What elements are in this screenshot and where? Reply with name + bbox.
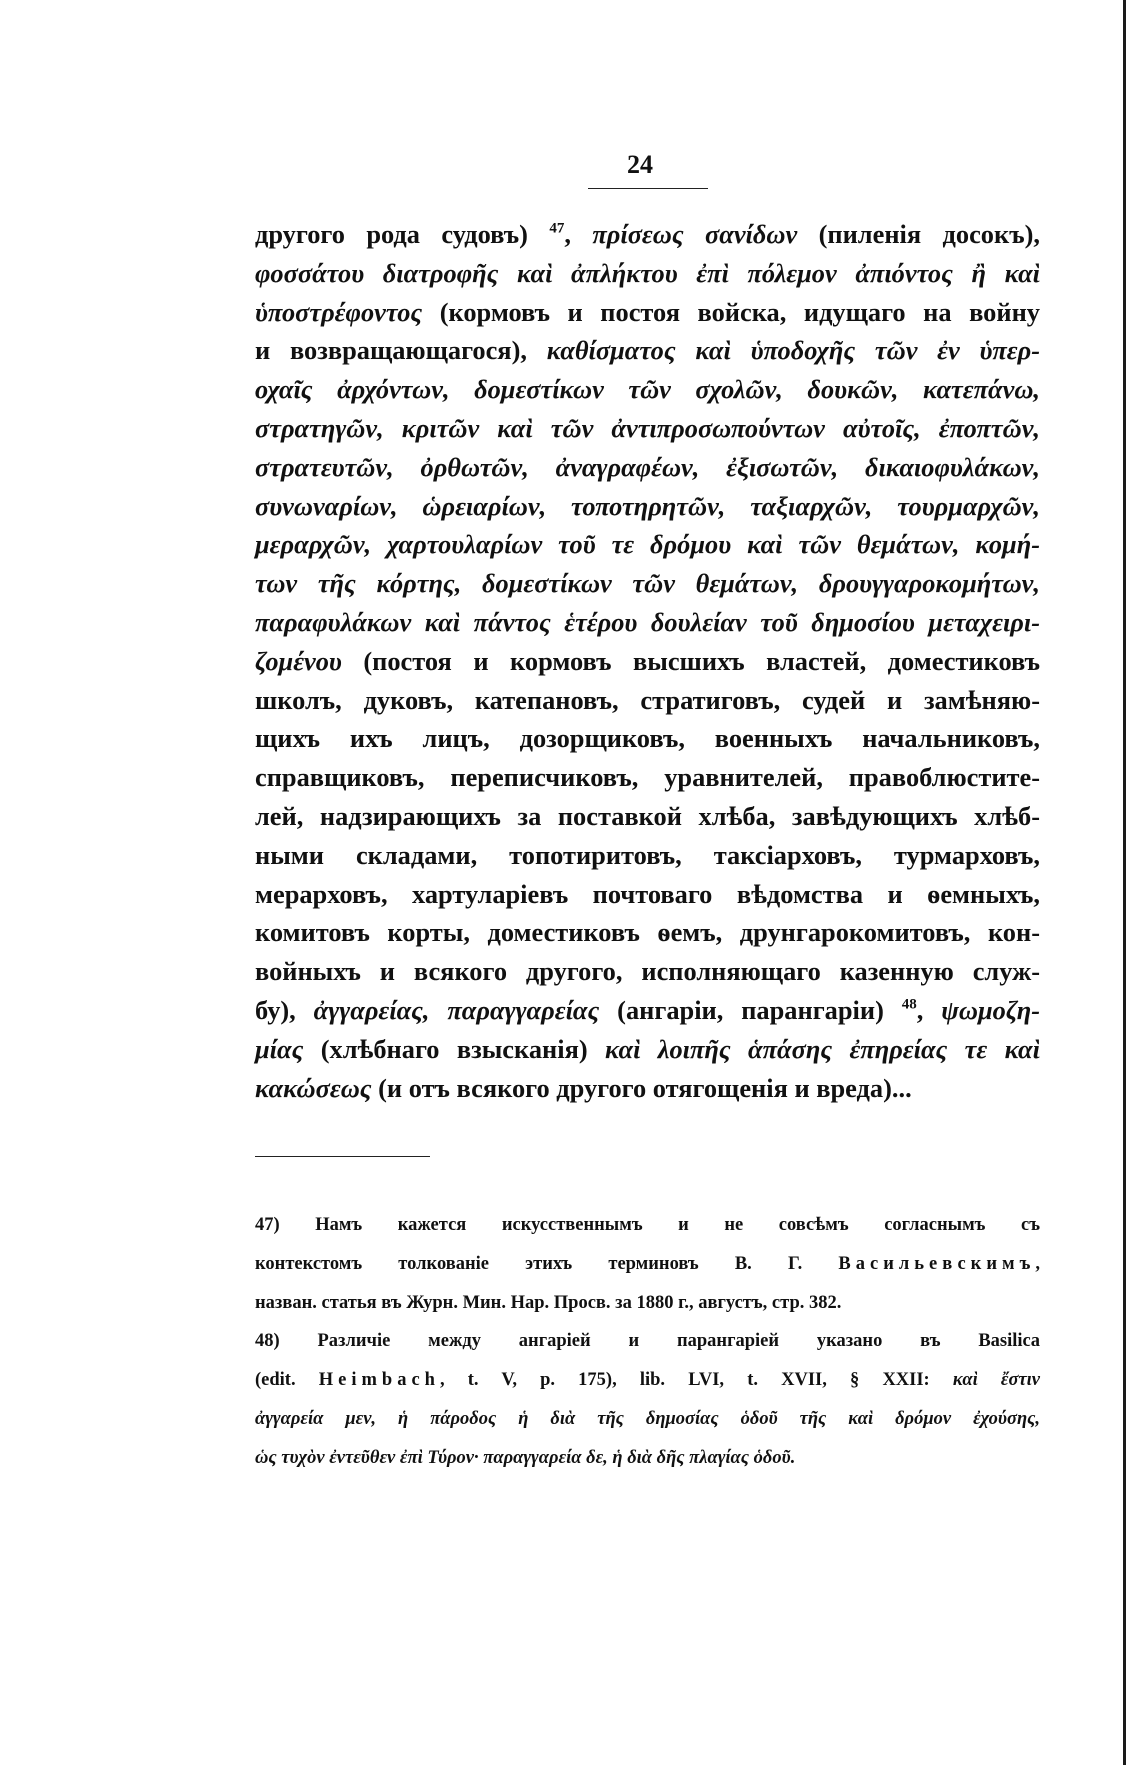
text-segment: войныхъ и всякого другого, исполняющаго казенную служ- [255, 956, 1040, 987]
body-line [255, 758, 1040, 797]
footnote-line [255, 1441, 1040, 1480]
text-segment: назван. статья въ Журн. Мин. Нар. Просв. за 1880 г., августъ, стр. 382. [255, 1292, 842, 1313]
body-line [255, 603, 1040, 642]
greek-text: ἀγγαρεία μεν, ἡ πάροδος ἡ διὰ τῆς δημοσίας ὁδοῦ τῆς καὶ δρόμον ἐχούσης, [255, 1408, 1040, 1429]
greek-text: ὡς τυχὸν ἐντεῦθεν ἐπὶ Τύρον· παραγγαρεία δε, ἡ διὰ δῆς πλαγίας ὁδοῦ. [255, 1447, 796, 1468]
greek-text: παραφυλάκων καὶ πάντος ἑτέρου δουλείαν τοῦ δημοσίου μεταχειρι- [255, 606, 1040, 637]
text-segment: (ангаріи, парангаріи) [599, 994, 902, 1025]
page-number: 24 [627, 150, 653, 179]
text-segment: щихъ ихъ лицъ, дозорщиковъ, военныхъ начальниковъ, [255, 723, 1040, 754]
greek-text: καὶ ἔστιν [952, 1370, 1040, 1391]
body-line [255, 254, 1040, 293]
body-line [255, 293, 1040, 332]
greek-text: ζομένου [255, 645, 342, 676]
footnote-ref: 48 [901, 996, 917, 1013]
text-segment: , t. V, p. 175), lib. LVI, t. XVII, § XXII: [439, 1370, 953, 1391]
page-edge-line [1123, 0, 1126, 1765]
spaced-name: Васильевскимъ [838, 1253, 1036, 1274]
body-line [255, 952, 1040, 991]
footnote-separator [255, 1156, 430, 1157]
text-segment: другого рода судовъ) [255, 219, 550, 249]
body-line [255, 875, 1040, 914]
body-line [255, 525, 1040, 564]
text-segment: , [564, 219, 593, 249]
text-segment: мерарховъ, хартуларіевъ почтоваго вѣдомства и ѳемныхъ, [255, 878, 1040, 909]
greek-text: στρατηγῶν, κριτῶν καὶ τῶν ἀντιπροσωπούντων αὐτοῖς, ἐποπτῶν, [255, 412, 1040, 443]
footnote-line [255, 1363, 1040, 1402]
body-line [255, 370, 1040, 409]
greek-text: συνωναρίων, ὡρειαρίων, τοποτηρητῶν, ταξιαρχῶν, τουρμαρχῶν, [255, 490, 1040, 521]
text-segment: 47) Намъ кажется искусственнымъ и не совсѣмъ согласнымъ съ [255, 1215, 1040, 1235]
page-number-underline [588, 188, 708, 189]
greek-text: των τῆς κόρτης, δομεστίκων τῶν θεμάτων, δρουγγαροκομήτων, [255, 568, 1040, 599]
text-segment: (постоя и кормовъ высшихъ властей, доместиковъ [341, 645, 1040, 676]
text-segment: (edit. [255, 1370, 319, 1391]
greek-text: καθίσματος καὶ ὑποδοχῆς τῶν ἐν ὑπερ- [546, 335, 1040, 366]
footnote-ref: 47 [549, 220, 565, 237]
footnote-line [255, 1324, 1040, 1363]
body-line [255, 719, 1040, 758]
text-segment: 48) Различіе между ангаріей и парангаріей указано въ Basilica [255, 1331, 1040, 1352]
greek-text: ὑποστρέφοντος [255, 296, 423, 327]
greek-text: ἀγγαρείας, παραγγαρείας [313, 994, 600, 1025]
body-line [255, 797, 1040, 836]
text-segment: (пиленія досокъ), [797, 219, 1040, 249]
text-segment: справщиковъ, переписчиковъ, уравнителей, правоблюстите- [255, 762, 1040, 793]
greek-text: οχαῖς ἀρχόντων, δομεστίκων τῶν σχολῶν, δουκῶν, κατεπάνω, [255, 374, 1040, 405]
text-segment: , [1035, 1253, 1040, 1274]
body-line [255, 642, 1040, 681]
body-line [255, 409, 1040, 448]
text-segment: (и отъ всякого другого отягощенія и вреда)... [371, 1072, 912, 1103]
greek-text: ψωμοζη- [941, 994, 1040, 1025]
body-line [255, 215, 1040, 254]
text-segment: (кормовъ и постоя войска, идущаго на войну [422, 296, 1040, 327]
greek-text: κακώσεως [255, 1072, 372, 1103]
text-segment: контекстомъ толкованіе этихъ терминовъ В. Г. [255, 1253, 839, 1274]
footnote-line [255, 1286, 1040, 1325]
body-line [255, 331, 1040, 370]
footnote-line [255, 1402, 1040, 1441]
text-segment: школъ, дуковъ, катепановъ, стратиговъ, судей и замѣняю- [255, 684, 1040, 715]
body-line [255, 836, 1040, 875]
body-line [255, 1069, 1040, 1108]
body-line [255, 448, 1040, 487]
text-segment: лей, надзирающихъ за поставкой хлѣба, завѣдующихъ хлѣб- [255, 800, 1040, 831]
body-line [255, 913, 1040, 952]
text-segment: и возвращающагося), [255, 335, 547, 366]
greek-text: καὶ λοιπῆς ἁπάσης ἐπηρείας τε καὶ [605, 1033, 1040, 1064]
greek-text: φοσσάτου διατροφῆς καὶ ἀπλήκτου ἐπὶ πόλεμον ἀπιόντος ἢ καὶ [255, 257, 1040, 288]
main-text [255, 215, 1040, 1107]
body-line [255, 991, 1040, 1030]
footnotes [255, 1208, 1040, 1480]
text-segment: (хлѣбнаго взысканія) [303, 1033, 605, 1064]
footnote-line [255, 1247, 1040, 1286]
text-segment: ными складами, топотиритовъ, таксіарховъ, турмарховъ, [255, 839, 1040, 870]
body-line [255, 1030, 1040, 1069]
footnote-line [255, 1208, 1040, 1247]
text-segment: комитовъ корты, доместиковъ ѳемъ, друнгарокомитовъ, кон- [255, 917, 1040, 948]
text-segment: бу), [255, 994, 314, 1025]
text-segment: , [916, 994, 942, 1025]
body-line [255, 487, 1040, 526]
greek-text: μεραρχῶν, χαρτουλαρίων τοῦ τε δρόμου καὶ τῶν θεμάτων, κομή- [255, 529, 1040, 560]
body-line [255, 681, 1040, 720]
greek-text: στρατευτῶν, ὀρθωτῶν, ἀναγραφέων, ἐξισωτῶν, δικαιοφυλάκων, [255, 451, 1040, 482]
body-line [255, 564, 1040, 603]
spaced-name: Heimbach [318, 1370, 440, 1391]
greek-text: πρίσεως σανίδων [592, 219, 798, 249]
greek-text: μίας [255, 1033, 304, 1064]
